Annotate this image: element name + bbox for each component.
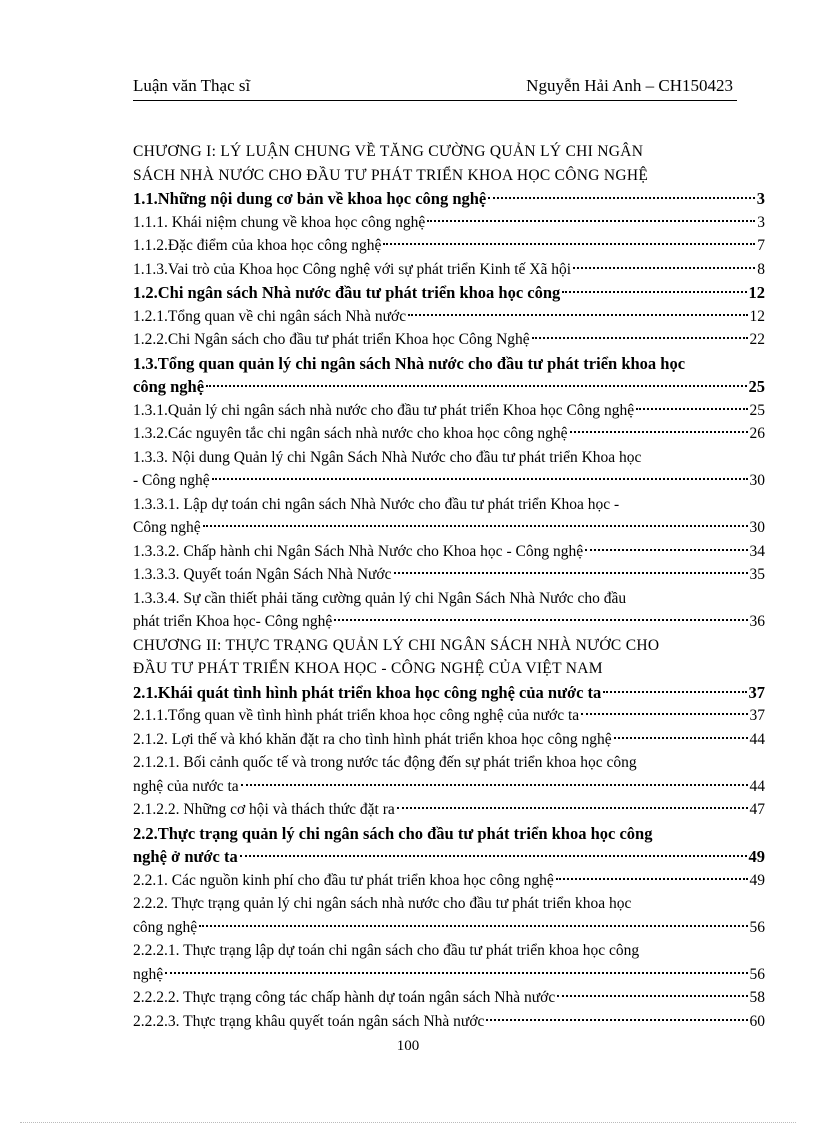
toc-entry (133, 493, 765, 517)
toc-entry-title: 1.2.1.Tổng quan về chi ngân sách Nhà nước (133, 307, 407, 325)
toc-entry (133, 869, 765, 893)
toc-entry (133, 446, 765, 470)
header-thesis-type: Luận văn Thạc sĩ (133, 76, 251, 95)
toc-entry-page: 3 (756, 189, 765, 208)
toc-entry-title: 2.2.Thực trạng quản lý chi ngân sách cho đầu tư phát triển khoa học công (133, 823, 653, 843)
toc-entry-title: nghệ của nước ta (133, 777, 239, 795)
toc-entry-page: 3 (757, 213, 765, 231)
toc-entry-title: 1.3.3.2. Chấp hành chi Ngân Sách Nhà Nước cho Khoa học - Công nghệ (133, 542, 584, 560)
toc-entry-page: 60 (749, 1012, 765, 1030)
page-number: 100 (396, 1038, 420, 1054)
toc-leader-dots (199, 925, 747, 927)
toc-entry-page: 36 (749, 613, 765, 630)
toc-entry (133, 939, 765, 963)
toc-entry-title: phát triển Khoa học- Công nghệ (133, 613, 333, 630)
toc-leader-dots (334, 619, 747, 621)
toc-leader-dots (486, 1019, 747, 1021)
toc-entry-title: 1.3.3.4. Sự cần thiết phải tăng cường quản lý chi Ngân Sách Nhà Nước cho đầu (133, 589, 627, 607)
toc-entry (133, 634, 765, 658)
toc-entry-title: 2.2.2.2. Thực trạng công tác chấp hành dự toán ngân sách Nhà nước (133, 989, 556, 1006)
toc-entry-page: 22 (749, 331, 765, 348)
toc-entry-title: 2.2.2. Thực trạng quản lý chi ngân sách nhà nước cho đầu tư phát triển khoa học (133, 895, 632, 912)
toc-entry-page: 35 (749, 566, 765, 583)
toc-entry (133, 187, 765, 211)
toc-entry-title: 1.3.3.1. Lập dự toán chi ngân sách Nhà Nước cho đầu tư phát triển Khoa học - (133, 495, 620, 513)
toc-leader-dots (383, 243, 755, 245)
toc-leader-dots (556, 878, 748, 880)
toc-entry-page: 37 (748, 682, 765, 702)
toc-entry (133, 610, 765, 634)
toc-entry-page: 7 (757, 237, 765, 254)
toc-leader-dots (585, 549, 747, 551)
table-of-contents (133, 140, 765, 1033)
toc-entry-page: 12 (748, 283, 765, 302)
toc-leader-dots (603, 691, 746, 693)
toc-leader-dots (165, 972, 747, 974)
toc-entry-title: 2.2.1. Các nguồn kinh phí cho đầu tư phát triển khoa học công nghệ (133, 871, 554, 889)
toc-entry-title: ĐẦU TƯ PHÁT TRIỂN KHOA HỌC - CÔNG NGHỆ CỦA VIỆT NAM (133, 660, 603, 677)
toc-entry (133, 681, 765, 705)
toc-entry-title: 1.1.1. Khái niệm chung về khoa học công nghệ (133, 213, 426, 231)
toc-leader-dots (212, 478, 748, 480)
header-rule (133, 100, 737, 101)
toc-entry-title: 1.3.3. Nội dung Quản lý chi Ngân Sách Nhà Nước cho đầu tư phát triển Khoa học (133, 448, 642, 466)
toc-entry-page: 49 (748, 847, 765, 866)
toc-leader-dots (562, 291, 746, 293)
toc-entry (133, 375, 765, 399)
header-author: Nguyễn Hải Anh – CH150423 (526, 76, 733, 95)
toc-entry-title: 1.1.3.Vai trò của Khoa học Công nghệ với sự phát triển Kinh tế Xã hội (133, 260, 572, 278)
toc-leader-dots (573, 267, 755, 269)
toc-entry-title: 2.1.2. Lợi thế và khó khăn đặt ra cho tình hình phát triển khoa học công nghệ (133, 730, 612, 748)
toc-entry-page: 47 (749, 801, 765, 818)
toc-entry-title: Công nghệ (133, 519, 201, 536)
toc-entry (133, 328, 765, 352)
toc-leader-dots (394, 572, 748, 574)
toc-entry (133, 352, 765, 376)
toc-entry (133, 587, 765, 611)
toc-leader-dots (532, 337, 748, 339)
toc-entry-page: 34 (749, 542, 765, 560)
toc-entry (133, 305, 765, 329)
toc-entry (133, 469, 765, 493)
toc-entry-page: 49 (749, 871, 765, 889)
toc-entry-title: 2.2.2.3. Thực trạng khâu quyết toán ngân sách Nhà nước (133, 1012, 485, 1030)
toc-entry (133, 211, 765, 235)
toc-entry (133, 164, 765, 188)
toc-entry (133, 775, 765, 799)
toc-entry (133, 704, 765, 728)
toc-entry (133, 140, 765, 164)
toc-leader-dots (206, 385, 746, 387)
toc-leader-dots (581, 713, 747, 715)
toc-entry-page: 58 (749, 989, 765, 1006)
toc-entry-title: CHƯƠNG I: LÝ LUẬN CHUNG VỀ TĂNG CƯỜNG QUẢN LÝ CHI NGÂN (133, 143, 644, 160)
running-header (133, 76, 733, 98)
toc-entry (133, 845, 765, 869)
toc-entry-page: 30 (749, 519, 765, 536)
toc-leader-dots (397, 807, 748, 809)
toc-entry-page: 56 (749, 965, 765, 983)
toc-entry-title: 2.2.2.1. Thực trạng lập dự toán chi ngân sách cho đầu tư phát triển khoa học công (133, 942, 640, 959)
toc-leader-dots (241, 784, 748, 786)
toc-entry (133, 516, 765, 540)
toc-entry-title: 1.2.2.Chi Ngân sách cho đầu tư phát triển Khoa học Công Nghệ (133, 331, 530, 348)
toc-leader-dots (570, 431, 748, 433)
toc-entry (133, 892, 765, 916)
toc-entry-page: 37 (749, 707, 765, 724)
toc-entry-title: CHƯƠNG II: THỰC TRẠNG QUẢN LÝ CHI NGÂN SÁCH NHÀ NƯỚC CHO (133, 636, 660, 654)
toc-entry-page: 44 (749, 777, 765, 795)
toc-entry-page: 8 (757, 260, 765, 278)
toc-entry (133, 963, 765, 987)
toc-leader-dots (614, 737, 748, 739)
toc-entry (133, 422, 765, 446)
toc-entry (133, 563, 765, 587)
toc-entry (133, 540, 765, 564)
toc-entry (133, 281, 765, 305)
toc-entry (133, 986, 765, 1010)
toc-entry (133, 657, 765, 681)
toc-leader-dots (427, 220, 755, 222)
toc-entry-title: SÁCH NHÀ NƯỚC CHO ĐẦU TƯ PHÁT TRIỂN KHOA HỌC CÔNG NGHỆ (133, 166, 649, 184)
toc-entry-page: 44 (749, 730, 765, 748)
toc-entry-title: 2.1.1.Tổng quan về tình hình phát triển khoa học công nghệ của nước ta (133, 707, 580, 724)
toc-entry-title: 1.3.3.3. Quyết toán Ngân Sách Nhà Nước (133, 566, 392, 583)
toc-entry-title: 1.1.2.Đặc điểm của khoa học công nghệ (133, 237, 382, 254)
toc-entry-title: 1.3.Tổng quan quản lý chi ngân sách Nhà nước cho đầu tư phát triển khoa học (133, 353, 686, 373)
toc-entry (133, 798, 765, 822)
toc-entry (133, 1010, 765, 1034)
toc-entry-page: 25 (748, 377, 765, 396)
toc-entry-page: 30 (749, 472, 765, 489)
toc-leader-dots (203, 525, 748, 527)
toc-entry-title: công nghệ (133, 377, 205, 396)
toc-leader-dots (488, 197, 754, 199)
toc-entry (133, 916, 765, 940)
toc-entry-title: 1.2.Chi ngân sách Nhà nước đầu tư phát triển khoa học công (133, 283, 561, 302)
toc-entry-title: 2.1.2.1. Bối cảnh quốc tế và trong nước tác động đến sự phát triển khoa học công (133, 754, 637, 771)
toc-entry-title: 2.1.Khái quát tình hình phát triển khoa học công nghệ của nước ta (133, 682, 602, 702)
toc-leader-dots (240, 855, 747, 857)
toc-leader-dots (636, 408, 747, 410)
toc-entry (133, 399, 765, 423)
toc-leader-dots (408, 314, 747, 316)
toc-entry-title: công nghệ (133, 918, 198, 936)
toc-entry-title: 2.1.2.2. Những cơ hội và thách thức đặt ra (133, 801, 395, 818)
toc-entry-page: 12 (749, 307, 765, 325)
toc-entry-title: 1.3.1.Quản lý chi ngân sách nhà nước cho đầu tư phát triển Khoa học Công nghệ (133, 401, 635, 419)
toc-entry-title: - Công nghệ (133, 472, 210, 489)
toc-entry (133, 822, 765, 846)
toc-leader-dots (557, 995, 747, 997)
toc-entry-title: nghệ ở nước ta (133, 847, 238, 866)
toc-entry-page: 25 (749, 401, 765, 419)
toc-entry-title: 1.1.Những nội dung cơ bản về khoa học công nghệ (133, 189, 487, 208)
toc-entry (133, 751, 765, 775)
toc-entry-title: 1.3.2.Các nguyên tắc chi ngân sách nhà nước cho khoa học công nghệ (133, 425, 568, 442)
toc-entry (133, 728, 765, 752)
toc-entry (133, 258, 765, 282)
toc-entry (133, 234, 765, 258)
toc-entry-title: nghệ (133, 965, 164, 983)
toc-entry-page: 56 (749, 918, 765, 936)
toc-entry-page: 26 (749, 425, 765, 442)
